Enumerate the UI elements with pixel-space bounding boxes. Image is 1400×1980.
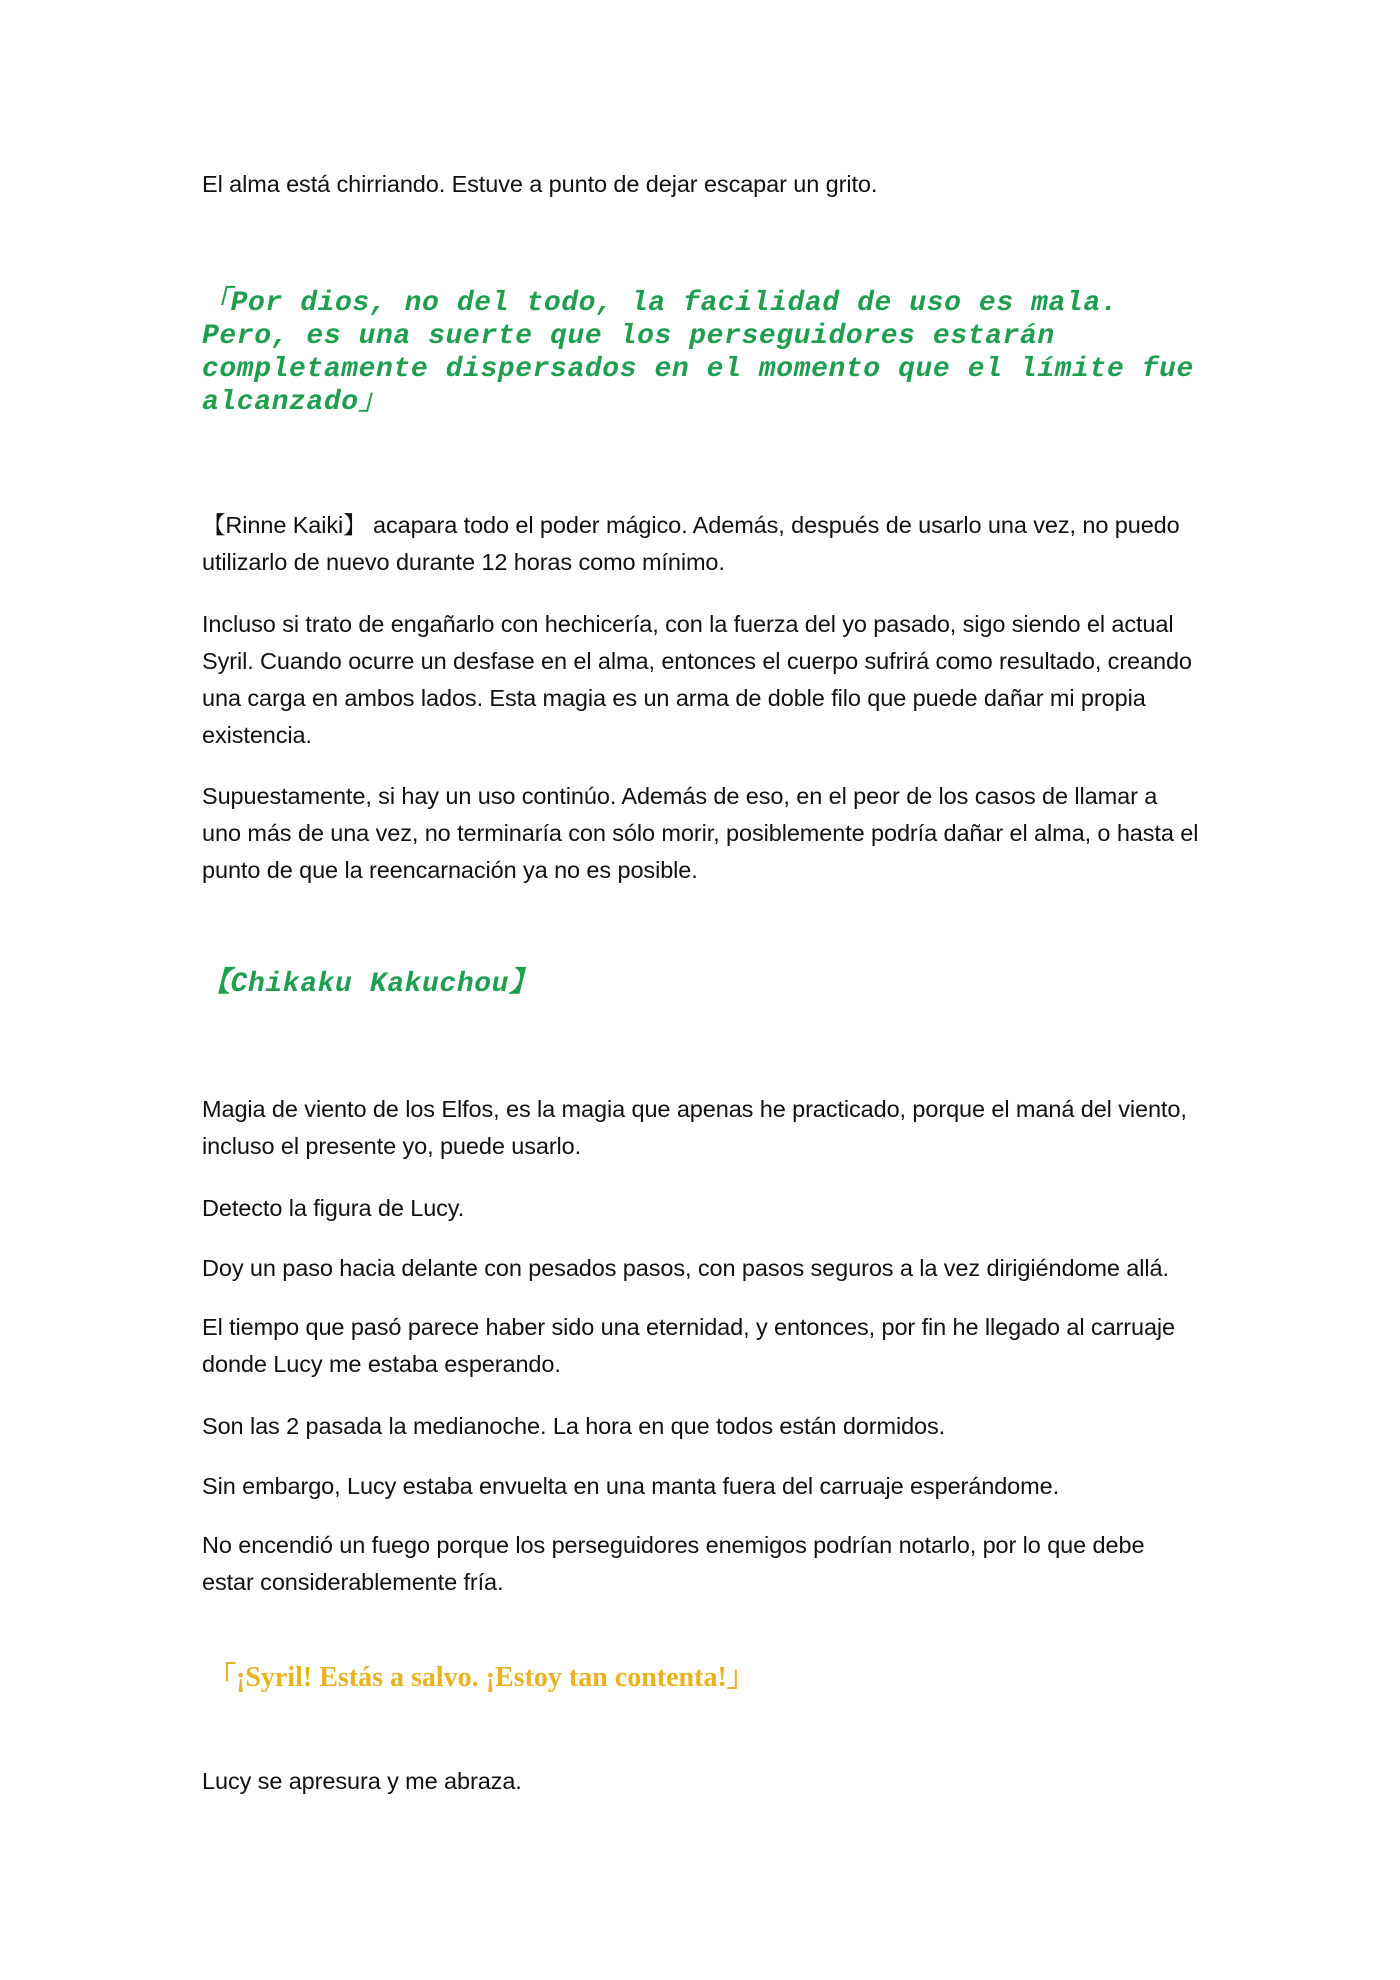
paragraph: Magia de viento de los Elfos, es la magia que apenas he practicado, porque el maná del viento, incluso el presente yo, puede usarlo. xyxy=(202,1096,1187,1159)
spell-name: 【Chikaku Kakuchou】 xyxy=(202,969,538,1000)
paragraph: Doy un paso hacia delante con pesados pasos, con pasos seguros a la vez dirigiéndome allá. xyxy=(202,1255,1169,1281)
paragraph: 【Rinne Kaiki】 acapara todo el poder mágico. Además, después de usarlo una vez, no puedo utilizarlo de nuevo durante 12 horas como mínimo. xyxy=(202,512,1180,575)
paragraph: Detecto la figura de Lucy. xyxy=(202,1195,465,1221)
paragraph: Son las 2 pasada la medianoche. La hora en que todos están dormidos. xyxy=(202,1413,946,1439)
paragraph: El alma está chirriando. Estuve a punto de dejar escapar un grito. xyxy=(202,171,878,197)
spell-dialogue: 「Por dios, no del todo, la facilidad de uso es mala. Pero, es una suerte que los perseguidores estarán completamente dispersados en el momento que el límite fue alcanzado」 xyxy=(202,288,1194,418)
paragraph: No encendió un fuego porque los perseguidores enemigos podrían notarlo, por lo que debe estar considerablemente fría. xyxy=(202,1532,1145,1595)
paragraph: El tiempo que pasó parece haber sido una eternidad, y entonces, por fin he llegado al carruaje donde Lucy me estaba esperando. xyxy=(202,1314,1176,1377)
paragraph: Lucy se apresura y me abraza. xyxy=(202,1768,522,1794)
speech-dialogue: 「¡Syril! Estás a salvo. ¡Estoy tan contenta!」 xyxy=(208,1662,755,1693)
paragraph: Supuestamente, si hay un uso continúo. Además de eso, en el peor de los casos de llamar a uno más de una vez, no terminaría con sólo morir, posiblemente podría dañar el alma, o hasta el punto de que la reencarnación ya no es posible. xyxy=(202,783,1199,883)
paragraph: Sin embargo, Lucy estaba envuelta en una manta fuera del carruaje esperándome. xyxy=(202,1473,1060,1499)
paragraph: Incluso si trato de engañarlo con hechicería, con la fuerza del yo pasado, sigo siendo el actual Syril. Cuando ocurre un desfase en el alma, entonces el cuerpo sufrirá como resultado, creando una carga en ambos lados. Esta magia es un arma de doble filo que puede dañar mi propia existencia. xyxy=(202,611,1192,748)
